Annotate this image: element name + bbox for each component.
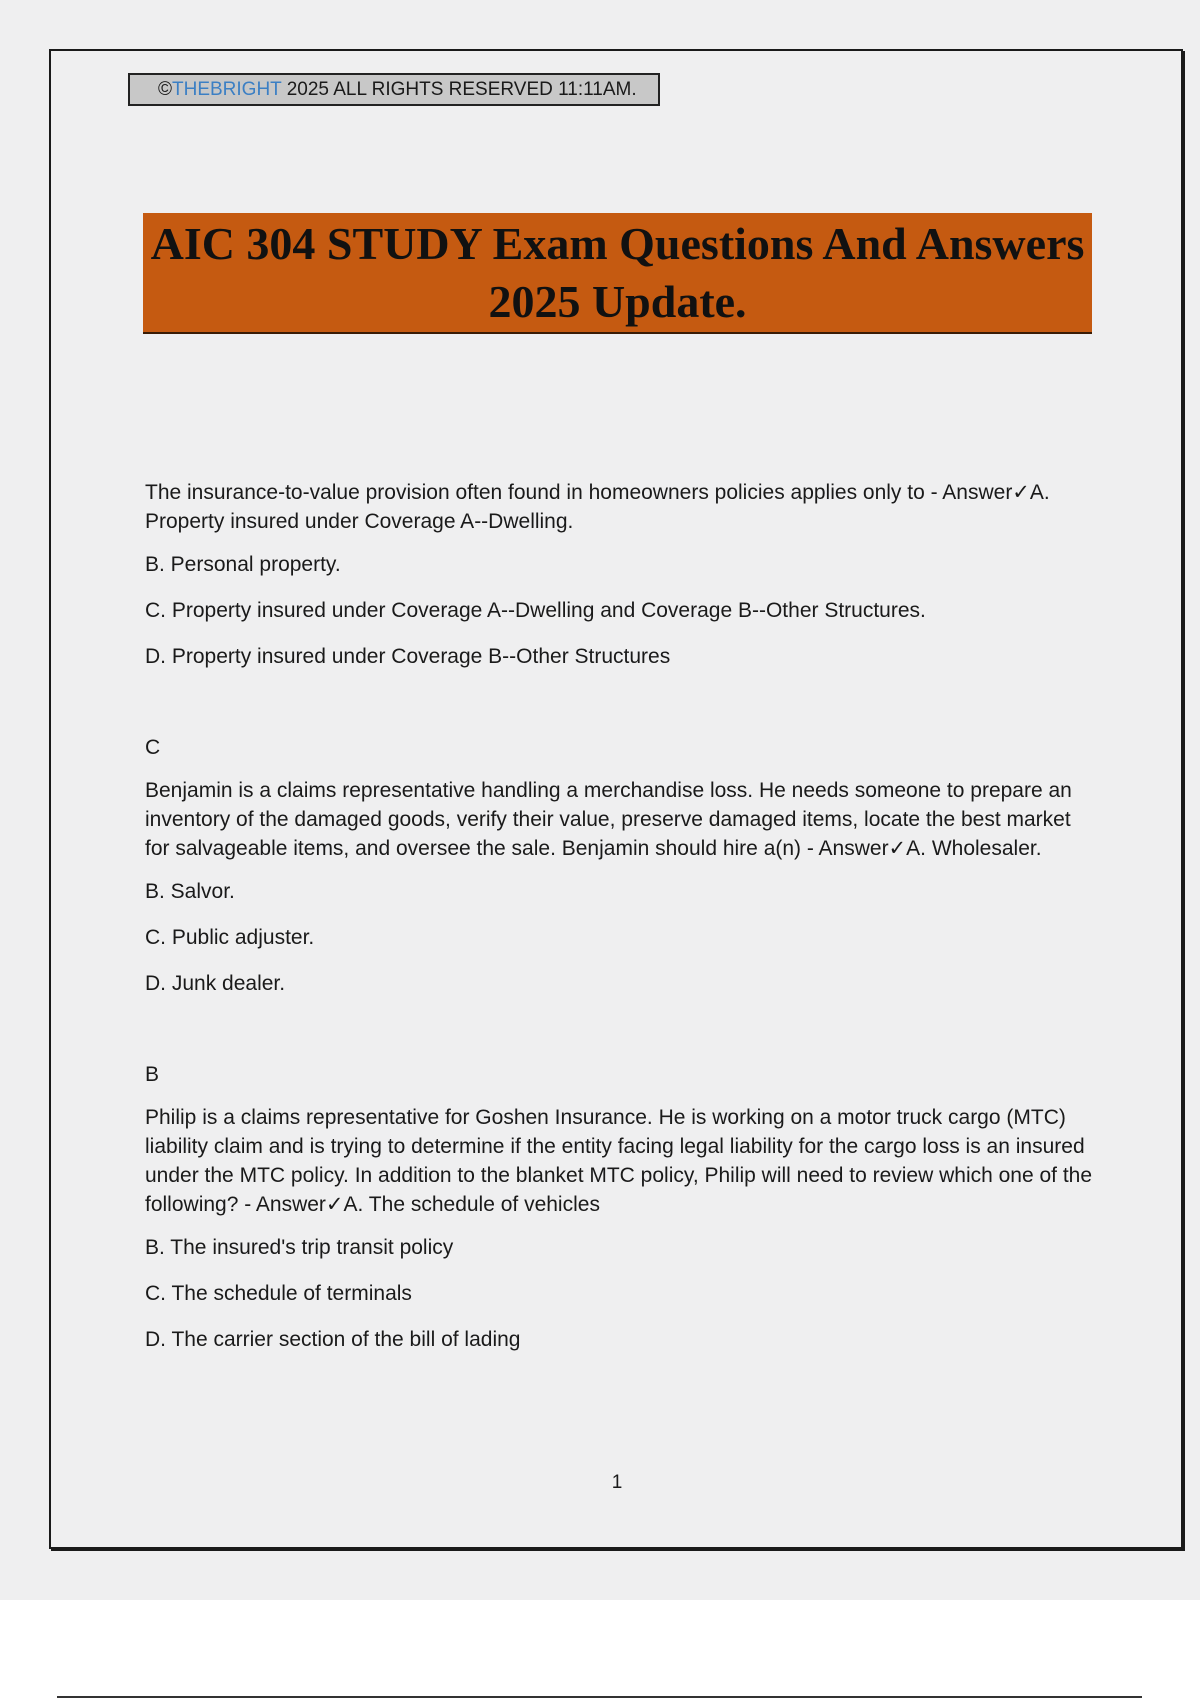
answer-option: D. Junk dealer. [145, 972, 286, 995]
question-stem: Benjamin is a claims representative handling a merchandise loss. He needs someone to prepare an inventory of the damaged goods, verify their value, preserve damaged items, locate the best market for salvageable items, and oversee the sale. Benjamin should hire a(n) - Answer✓A. Wholesaler. [145, 779, 1072, 860]
answer-key-letter: B [145, 1063, 160, 1086]
answer-option: C. The schedule of terminals [145, 1282, 412, 1305]
question-block [145, 733, 1095, 998]
question-block [145, 478, 1095, 671]
page-number: 1 [611, 1472, 623, 1493]
title-banner [143, 213, 1092, 334]
question-stem: The insurance-to-value provision often found in homeowners policies applies only to - Answer✓A. Property insured under Coverage A--Dwelling. [145, 481, 1050, 533]
brand-name: THEBRIGHT [172, 79, 282, 100]
answer-key-letter: C [145, 736, 161, 759]
answer-option: C. Public adjuster. [145, 926, 315, 949]
answer-option: D. Property insured under Coverage B--Other Structures [145, 645, 671, 668]
answer-option: C. Property insured under Coverage A--Dwelling and Coverage B--Other Structures. [145, 599, 926, 622]
document-title: AIC 304 STUDY Exam Questions And Answers 2025 Update. [150, 217, 1085, 327]
answer-option: B. The insured's trip transit policy [145, 1236, 454, 1259]
answer-option: B. Salvor. [145, 880, 235, 903]
question-block [145, 1060, 1095, 1354]
copyright-banner [128, 73, 660, 106]
questions-list [145, 478, 1095, 1371]
answer-option: B. Personal property. [145, 553, 341, 576]
copyright-text: 2025 ALL RIGHTS RESERVED 11:11AM. [281, 79, 637, 100]
copyright-symbol: © [158, 79, 172, 100]
answer-option: D. The carrier section of the bill of lading [145, 1328, 521, 1351]
footer-divider [57, 1696, 1142, 1698]
question-stem: Philip is a claims representative for Goshen Insurance. He is working on a motor truck cargo (MTC) liability claim and is trying to determine if the entity facing legal liability for the cargo loss is an insured under the MTC policy. In addition to the blanket MTC policy, Philip will need to review which one of the following? - Answer✓A. The schedule of vehicles [145, 1106, 1093, 1216]
